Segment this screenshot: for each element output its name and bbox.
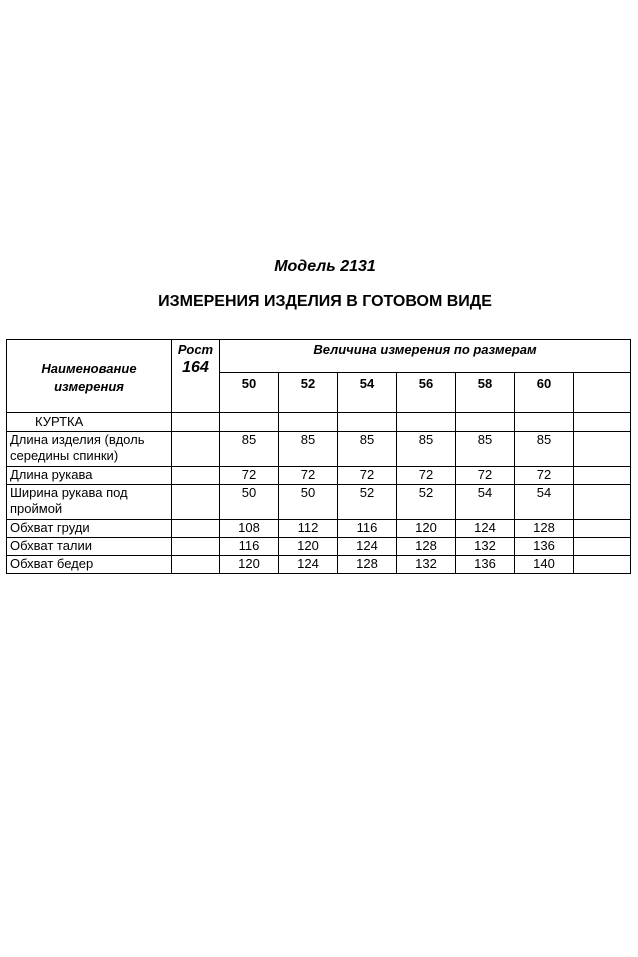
size-header: 54 [338,373,397,413]
table-cell [574,485,631,520]
table-cell [574,467,631,485]
table-cell: 72 [338,467,397,485]
table-cell: 116 [338,520,397,538]
table-cell: 85 [220,432,279,467]
row-label: Длина рукава [7,467,172,485]
height-label: Рост [177,342,214,357]
table-row [7,467,631,485]
size-header: 58 [456,373,515,413]
table-cell: 128 [338,556,397,574]
row-label: Ширина рукава под проймой [7,485,172,520]
table-cell [574,432,631,467]
size-header: 56 [397,373,456,413]
table-cell [574,556,631,574]
table-cell: 72 [397,467,456,485]
table-cell [574,538,631,556]
table-cell [172,432,220,467]
table-cell: 132 [456,538,515,556]
table-cell: 85 [338,432,397,467]
table-cell: 54 [456,485,515,520]
table-cell: 72 [515,467,574,485]
table-cell: 112 [279,520,338,538]
table-row [7,538,631,556]
table-cell [172,556,220,574]
row-label: Длина изделия (вдоль середины спинки) [7,432,172,467]
table-cell [172,467,220,485]
height-value: 164 [182,359,209,376]
table-cell [172,538,220,556]
table-cell: 128 [397,538,456,556]
size-header: 60 [515,373,574,413]
table-cell [220,413,279,432]
table-cell [397,413,456,432]
table-cell [456,413,515,432]
table-cell: 120 [220,556,279,574]
row-label: Обхват талии [7,538,172,556]
table-cell: 108 [220,520,279,538]
table-row [7,485,631,520]
table-cell [279,413,338,432]
table-cell: 116 [220,538,279,556]
table-cell: 72 [279,467,338,485]
table-cell [574,520,631,538]
size-header: 50 [220,373,279,413]
measure-header: Величина измерения по размерам [220,340,631,373]
table-cell: 85 [279,432,338,467]
table-cell: 50 [220,485,279,520]
table-cell: 72 [220,467,279,485]
table-cell: 124 [279,556,338,574]
table-cell: 132 [397,556,456,574]
table-cell: 140 [515,556,574,574]
table-cell: 136 [456,556,515,574]
document-title: ИЗМЕРЕНИЯ ИЗДЕЛИЯ В ГОТОВОМ ВИДЕ [158,293,492,310]
table-cell: 128 [515,520,574,538]
table-cell: 124 [456,520,515,538]
table-cell: 124 [338,538,397,556]
name-column-header: Наименование измерения [7,340,172,413]
table-cell [574,413,631,432]
table-cell [515,413,574,432]
table-cell [172,413,220,432]
table-cell [172,520,220,538]
model-title: Модель 2131 [274,258,376,275]
size-header [574,373,631,413]
table-cell [338,413,397,432]
table-cell: 85 [397,432,456,467]
header-row-top [7,340,631,373]
row-label: Обхват бедер [7,556,172,574]
row-label: Обхват груди [7,520,172,538]
table-cell: 136 [515,538,574,556]
table-cell: 85 [456,432,515,467]
table-row [7,432,631,467]
height-header [172,340,220,413]
table-cell: 85 [515,432,574,467]
table-cell: 72 [456,467,515,485]
size-header: 52 [279,373,338,413]
table-cell: 54 [515,485,574,520]
table-cell: 52 [397,485,456,520]
section-label: КУРТКА [7,413,172,432]
table-cell: 52 [338,485,397,520]
section-row [7,413,631,432]
table-cell: 120 [397,520,456,538]
table-cell: 50 [279,485,338,520]
table-cell [172,485,220,520]
table-cell: 120 [279,538,338,556]
measurements-table [6,339,631,574]
table-row [7,556,631,574]
table-row [7,520,631,538]
